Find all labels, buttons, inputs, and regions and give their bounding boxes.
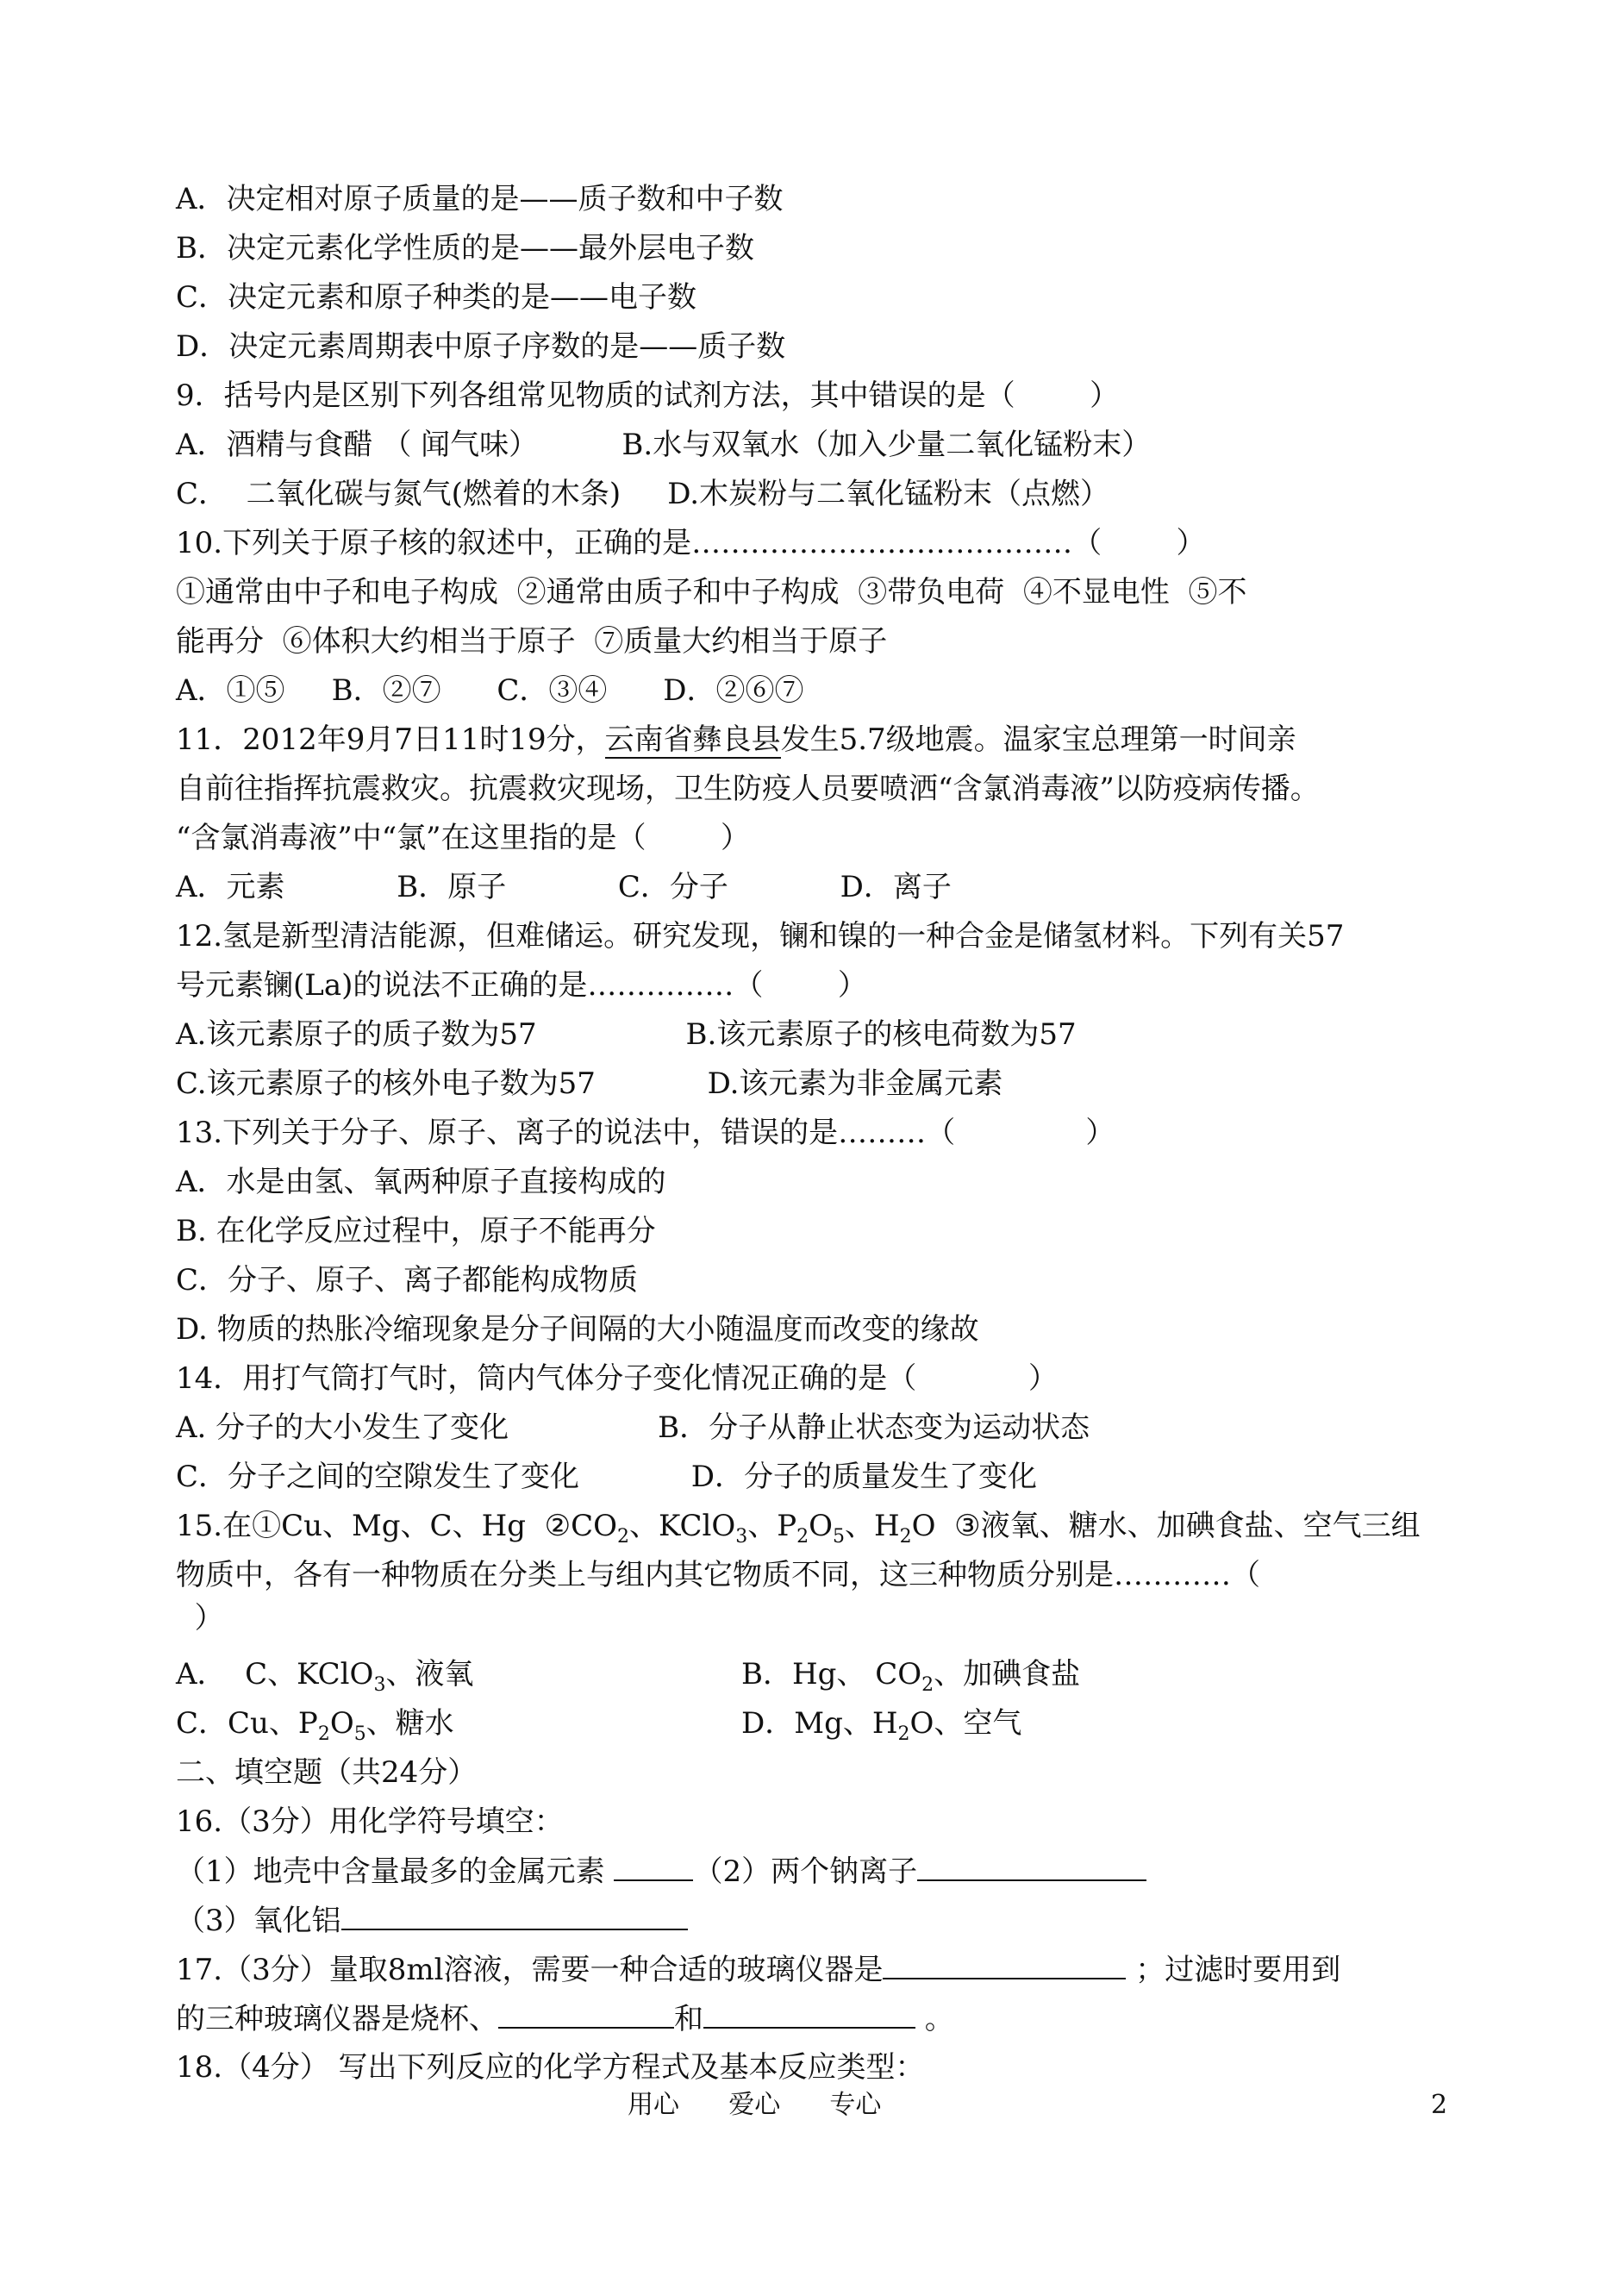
q10-statements-1: ①通常由中子和电子构成 ②通常由质子和中子构成 ③带负电荷 ④不显电性 ⑤不 xyxy=(176,575,1247,610)
q9-options-cd: C． 二氧化碳与氮气(燃着的木条) D.木炭粉与二氧化锰粉末（点燃） xyxy=(176,477,1110,511)
q14-options-cd: C．分子之间的空隙发生了变化 D．分子的质量发生了变化 xyxy=(176,1460,1037,1494)
q12-line-2: 号元素镧(La)的说法不正确的是……………（ ） xyxy=(176,968,867,1003)
q13-option-b: B. 在化学反应过程中，原子不能再分 xyxy=(176,1214,656,1248)
q8-option-c: C．决定元素和原子种类的是——电子数 xyxy=(176,280,697,315)
q10-stem: 10.下列关于原子核的叙述中，正确的是…………………………………（ ） xyxy=(176,526,1206,560)
q11-place-underlined: 云南省彝良县 xyxy=(604,722,781,757)
q16-title: 16.（3分）用化学符号填空： xyxy=(176,1804,564,1839)
q15-line-3: ） xyxy=(176,1601,224,1635)
q13-option-a: A．水是由氢、氧两种原子直接构成的 xyxy=(176,1165,666,1199)
q17-blank-2[interactable] xyxy=(498,1998,674,2029)
q16-blank-3[interactable] xyxy=(341,1899,688,1930)
q17-blank-3[interactable] xyxy=(703,1998,915,2029)
q16-line-1: （1）地壳中含量最多的金属元素 （2）两个钠离子 xyxy=(176,1850,1469,1892)
q8-option-d: D．决定元素周期表中原子序数的是——质子数 xyxy=(176,329,786,364)
q12-line-1: 12.氢是新型清洁能源，但难储运。研究发现，镧和镍的一种合金是储氢材料。下列有关57 xyxy=(176,919,1345,954)
q10-options: A．①⑤ B．②⑦ C．③④ D．②⑥⑦ xyxy=(176,673,804,708)
q15-line-2: 物质中，各有一种物质在分类上与组内其它物质不同，这三种物质分别是…………（ xyxy=(176,1558,1260,1592)
q12-options-ab: A.该元素原子的质子数为57 B.该元素原子的核电荷数为57 xyxy=(176,1017,1077,1052)
q15-options-cd: C．Cu、$P_2O_5$、糖水 D．Mg、$H_2O$、空气 xyxy=(176,1706,1022,1745)
footer-motto: 用心 爱心 专心 xyxy=(628,2090,882,2120)
q11-line-1: 11．2012年9月7日11时19分，云南省彝良县发生5.7级地震。温家宝总理第一时间亲 xyxy=(176,722,1296,757)
q16-line-2: （3）氧化铝 xyxy=(176,1899,1469,1942)
q14-options-ab: A. 分子的大小发生了变化 B．分子从静止状态变为运动状态 xyxy=(176,1410,1090,1445)
q10-statements-2: 能再分 ⑥体积大约相当于原子 ⑦质量大约相当于原子 xyxy=(176,624,888,659)
q8-option-a: A．决定相对原子质量的是——质子数和中子数 xyxy=(176,182,784,216)
q11-line-2: 自前往指挥抗震救灾。抗震救灾现场，卫生防疫人员要喷洒“含氯消毒液”以防疫病传播。 xyxy=(176,772,1320,806)
q16-blank-2[interactable] xyxy=(917,1850,1146,1881)
q15-line-1: 15.在①Cu、Mg、C、Hg $②CO_2$、KClO$_3$、$P_2O_5$、$H_2O$ ③液氧、糖水、加碘食盐、空气三组 xyxy=(176,1509,1421,1548)
q11-line-3: “含氯消毒液”中“氯”在这里指的是（ ） xyxy=(176,821,750,855)
q15-options-ab: A． C、KClO$_3$、液氧 B．Hg、 $CO_2$、加碘食盐 xyxy=(176,1657,1081,1696)
q12-options-cd: C.该元素原子的核外电子数为57 D.该元素为非金属元素 xyxy=(176,1066,1003,1101)
q17-blank-1[interactable] xyxy=(883,1948,1126,1979)
q17-line-1: 17.（3分）量取8ml溶液，需要一种合适的玻璃仪器是 ；过滤时要用到 xyxy=(176,1948,1469,1991)
q18-stem: 18.（4分） 写出下列反应的化学方程式及基本反应类型： xyxy=(176,2050,925,2085)
q11-options: A．元素 B．原子 C．分子 D．离子 xyxy=(176,870,952,904)
q14-stem: 14．用打气筒打气时，筒内气体分子变化情况正确的是（ ） xyxy=(176,1361,1058,1396)
q13-option-c: C．分子、原子、离子都能构成物质 xyxy=(176,1263,639,1298)
q16-blank-1[interactable] xyxy=(614,1850,693,1881)
page-number: 2 xyxy=(1431,2090,1448,2120)
section-2-heading: 二、填空题（共24分） xyxy=(176,1755,478,1790)
q17-line-2: 的三种玻璃仪器是烧杯、 和 。 xyxy=(176,1998,1469,2040)
q9-options-ab: A．酒精与食醋 （ 闻气味） B.水与双氧水（加入少量二氧化锰粉末） xyxy=(176,428,1152,462)
q13-stem: 13.下列关于分子、原子、离子的说法中，错误的是………（ ） xyxy=(176,1116,1115,1150)
q9-stem: 9．括号内是区别下列各组常见物质的试剂方法，其中错误的是（ ） xyxy=(176,378,1120,413)
q8-option-b: B．决定元素化学性质的是——最外层电子数 xyxy=(176,231,754,266)
q13-option-d: D. 物质的热胀冷缩现象是分子间隔的大小随温度而改变的缘故 xyxy=(176,1312,979,1347)
